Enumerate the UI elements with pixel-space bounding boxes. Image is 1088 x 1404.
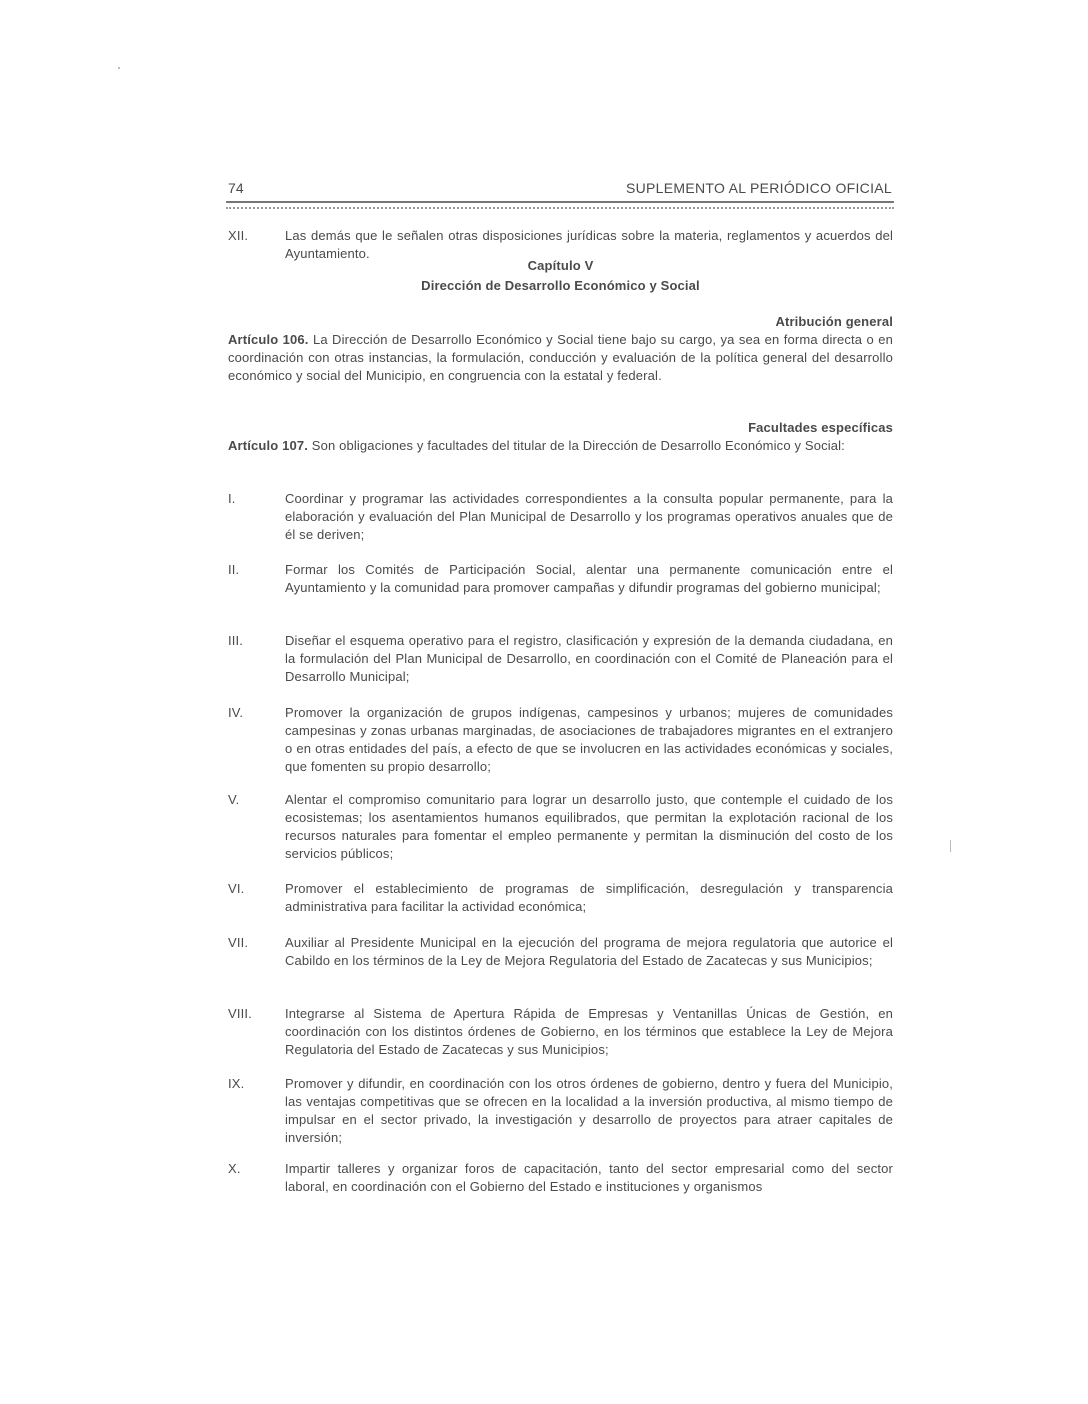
item-text: Diseñar el esquema operativo para el registro, clasificación y expresión de la demanda ciudadana, en la formulación del Plan Municipal de Desarrollo, en coordinación con el Comité de Planeación para el Desarrollo Municipal; <box>285 633 893 684</box>
list-item <box>228 561 893 597</box>
item-number: III. <box>228 633 244 648</box>
item-number: XII. <box>228 228 249 243</box>
item-number: I. <box>228 491 236 506</box>
list-item <box>228 1005 893 1059</box>
list-item <box>228 490 893 544</box>
article-label: Artículo 107. <box>228 438 308 453</box>
list-item <box>228 1075 893 1147</box>
list-item <box>228 1160 893 1196</box>
item-number: V. <box>228 792 240 807</box>
article-106 <box>228 331 893 385</box>
item-number: VIII. <box>228 1006 252 1021</box>
article-text: Son obligaciones y facultades del titular de la Dirección de Desarrollo Económico y Social: <box>311 438 845 453</box>
article-106-heading: Atribución general <box>775 314 893 329</box>
article-label: Artículo 106. <box>228 332 309 347</box>
scan-speck <box>950 840 951 852</box>
list-item <box>228 934 893 970</box>
item-text: Promover el establecimiento de programas de simplificación, desregulación y transparencia administrativa para facilitar la actividad económica; <box>285 881 893 914</box>
article-text: La Dirección de Desarrollo Económico y Social tiene bajo su cargo, ya sea en forma directa o en coordinación con otras instancias, la formulación, conducción y evaluación de la política general del desarrollo económico y social del Municipio, en congruencia con la estatal y federal. <box>228 332 893 383</box>
article-107 <box>228 437 893 455</box>
item-number: VII. <box>228 935 249 950</box>
scan-speck <box>118 67 120 69</box>
page-number: 74 <box>228 180 244 196</box>
publication-title: SUPLEMENTO AL PERIÓDICO OFICIAL <box>625 180 892 196</box>
item-text: Promover y difundir, en coordinación con los otros órdenes de gobierno, dentro y fuera del Municipio, las ventajas competitivas que se ofrecen en la localidad a la inversión productiva, al mismo tiempo de impulsar en el sector privado, la investigación y desarrollo de proyectos para atraer capitales de inversión; <box>285 1076 893 1145</box>
list-item <box>228 632 893 686</box>
list-item <box>228 880 893 916</box>
item-text: Alentar el compromiso comunitario para lograr un desarrollo justo, que contemple el cuidado de los ecosistemas; los asentamientos humanos equilibrados, que permitan la explotación racional de los recursos naturales para fomentar el empleo permanente y permitan la disminución del costo de los servicios públicos; <box>285 792 893 861</box>
item-text: Integrarse al Sistema de Apertura Rápida de Empresas y Ventanillas Únicas de Gestión, en coordinación con los distintos órdenes de Gobierno, en los términos que establece la Ley de Mejora Regulatoria del Estado de Zacatecas y sus Municipios; <box>285 1006 893 1057</box>
item-number: VI. <box>228 881 245 896</box>
item-number: IV. <box>228 705 244 720</box>
chapter-label: Capítulo V <box>527 258 594 273</box>
item-text: Impartir talleres y organizar foros de capacitación, tanto del sector empresarial como del sector laboral, en coordinación con el Gobierno del Estado e instituciones y organismos <box>285 1161 893 1194</box>
list-item <box>228 704 893 776</box>
item-text: Coordinar y programar las actividades correspondientes a la consulta popular permanente, para la elaboración y evaluación del Plan Municipal de Desarrollo y los programas operativos anuales que de él se deriven; <box>285 491 893 542</box>
item-text: Promover la organización de grupos indígenas, campesinos y urbanos; mujeres de comunidades campesinas y zonas urbanas marginadas, de asociaciones de trabajadores migrantes en el extranjero o en otras entidades del país, a efecto de que se involucren en las actividades económicas y sociales, que fomenten su propio desarrollo; <box>285 705 893 774</box>
item-number: IX. <box>228 1076 245 1091</box>
item-text: Auxiliar al Presidente Municipal en la ejecución del programa de mejora regulatoria que autorice el Cabildo en los términos de la Ley de Mejora Regulatoria del Estado de Zacatecas y sus Municipios; <box>285 935 893 968</box>
article-107-heading: Facultades específicas <box>748 420 893 435</box>
item-number: II. <box>228 562 240 577</box>
item-number: X. <box>228 1161 241 1176</box>
list-item <box>228 791 893 863</box>
item-text: Las demás que le señalen otras disposiciones jurídicas sobre la materia, reglamentos y acuerdos del Ayuntamiento. <box>285 228 893 261</box>
header-rule <box>226 201 894 209</box>
item-text: Formar los Comités de Participación Social, alentar una permanente comunicación entre el Ayuntamiento y la comunidad para promover campañas y difundir programas del gobierno municipal; <box>285 562 893 595</box>
chapter-title: Dirección de Desarrollo Económico y Social <box>421 278 700 293</box>
